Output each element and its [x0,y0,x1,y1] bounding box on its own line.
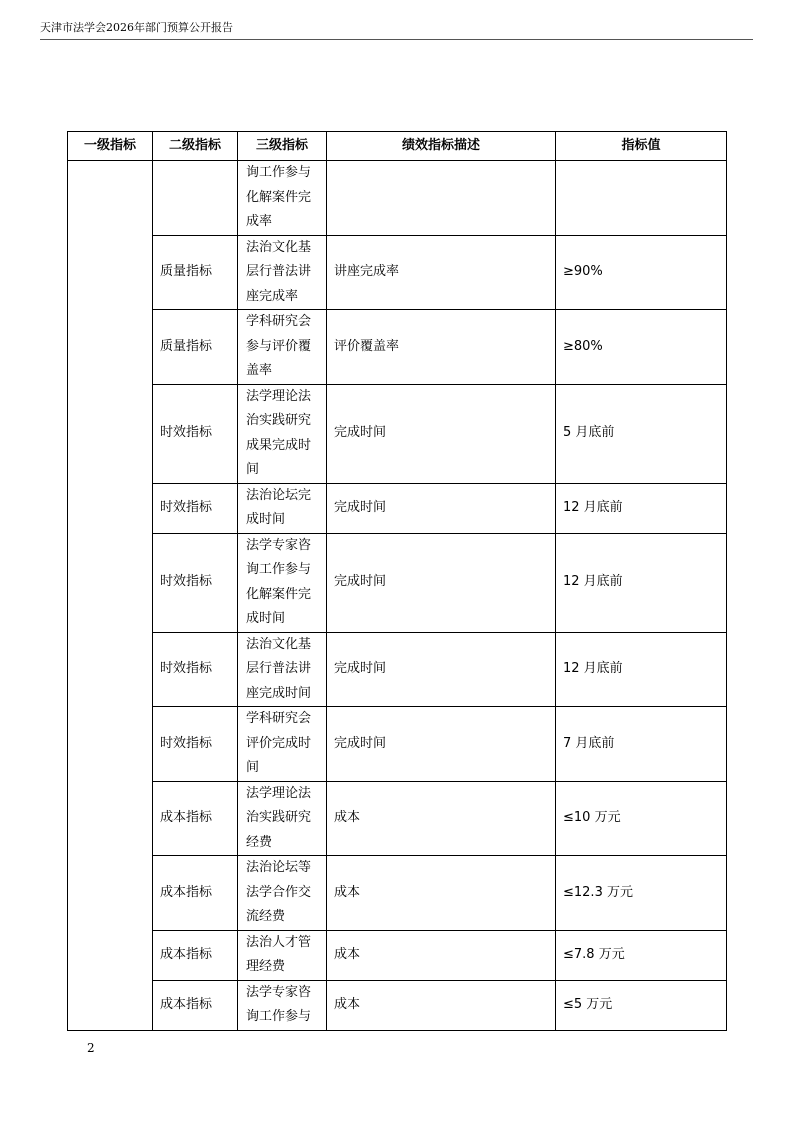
level3-text: 法学理论法治实践研究成果完成时间 [246,388,312,477]
table-row [68,384,727,483]
level2-cell: 成本指标 [153,856,238,931]
description-cell: 完成时间 [327,533,556,632]
column-header-value: 指标值 [556,132,727,161]
level2-cell: 时效指标 [153,533,238,632]
level3-text: 法学专家咨询工作参与化解案件完成时间 [246,537,312,626]
column-header-description: 绩效指标描述 [327,132,556,161]
table-row [68,632,727,707]
level3-text: 学科研究会评价完成时间 [246,711,312,775]
level2-cell: 成本指标 [153,930,238,980]
level2-cell: 时效指标 [153,632,238,707]
level2-cell: 成本指标 [153,781,238,856]
level3-cell [238,161,327,236]
level1-cell [68,161,153,1031]
level2-cell: 质量指标 [153,235,238,310]
level3-cell [238,856,327,931]
description-cell: 完成时间 [327,632,556,707]
value-cell: ≥80% [556,310,727,385]
page-number: 2 [87,1041,95,1055]
level3-cell [238,384,327,483]
table-row [68,533,727,632]
value-cell: 12 月底前 [556,533,727,632]
level3-text: 法治论坛等法学合作交流经费 [246,860,312,924]
description-cell: 成本 [327,930,556,980]
description-cell: 完成时间 [327,707,556,782]
value-cell: 5 月底前 [556,384,727,483]
table-row [68,781,727,856]
value-cell: 12 月底前 [556,632,727,707]
column-header-level2: 二级指标 [153,132,238,161]
level2-cell [153,161,238,236]
level3-cell [238,781,327,856]
performance-indicator-table [67,131,727,1031]
value-cell: ≤7.8 万元 [556,930,727,980]
table-header-row [68,132,727,161]
level3-cell [238,235,327,310]
table-row [68,707,727,782]
level2-cell: 时效指标 [153,707,238,782]
column-header-level3: 三级指标 [238,132,327,161]
level2-cell: 质量指标 [153,310,238,385]
level3-text: 法治论坛完成时间 [246,487,312,527]
value-cell: ≤10 万元 [556,781,727,856]
table-row [68,980,727,1030]
description-cell: 完成时间 [327,483,556,533]
level3-cell [238,980,327,1030]
page-header: 天津市法学会2026年部门预算公开报告 [40,21,233,34]
description-cell: 评价覆盖率 [327,310,556,385]
table-row [68,310,727,385]
column-header-level1: 一级指标 [68,132,153,161]
level3-cell [238,707,327,782]
value-cell: 12 月底前 [556,483,727,533]
table-row [68,235,727,310]
level3-cell [238,483,327,533]
level3-text: 学科研究会参与评价覆盖率 [246,314,312,378]
level2-cell: 时效指标 [153,384,238,483]
level3-cell [238,632,327,707]
value-cell [556,161,727,236]
level3-text: 法治人才管理经费 [246,934,312,974]
description-cell: 讲座完成率 [327,235,556,310]
table-row [68,483,727,533]
description-cell: 成本 [327,980,556,1030]
level3-text: 法治文化基层行普法讲座完成率 [246,239,312,304]
level3-cell [238,930,327,980]
table-row [68,161,727,236]
level3-cell [238,310,327,385]
value-cell: ≤5 万元 [556,980,727,1030]
table-row [68,930,727,980]
value-cell: ≤12.3 万元 [556,856,727,931]
header-rule [40,39,753,40]
value-cell: 7 月底前 [556,707,727,782]
level3-cell [238,533,327,632]
level2-cell: 时效指标 [153,483,238,533]
level3-text: 法学专家咨询工作参与 [246,984,312,1024]
value-cell: ≥90% [556,235,727,310]
description-cell [327,161,556,236]
table-row [68,856,727,931]
level3-text: 询工作参与化解案件完成率 [246,165,312,229]
level3-text: 法学理论法治实践研究经费 [246,785,312,850]
description-cell: 成本 [327,781,556,856]
level3-text: 法治文化基层行普法讲座完成时间 [246,636,312,701]
description-cell: 成本 [327,856,556,931]
description-cell: 完成时间 [327,384,556,483]
level2-cell: 成本指标 [153,980,238,1030]
